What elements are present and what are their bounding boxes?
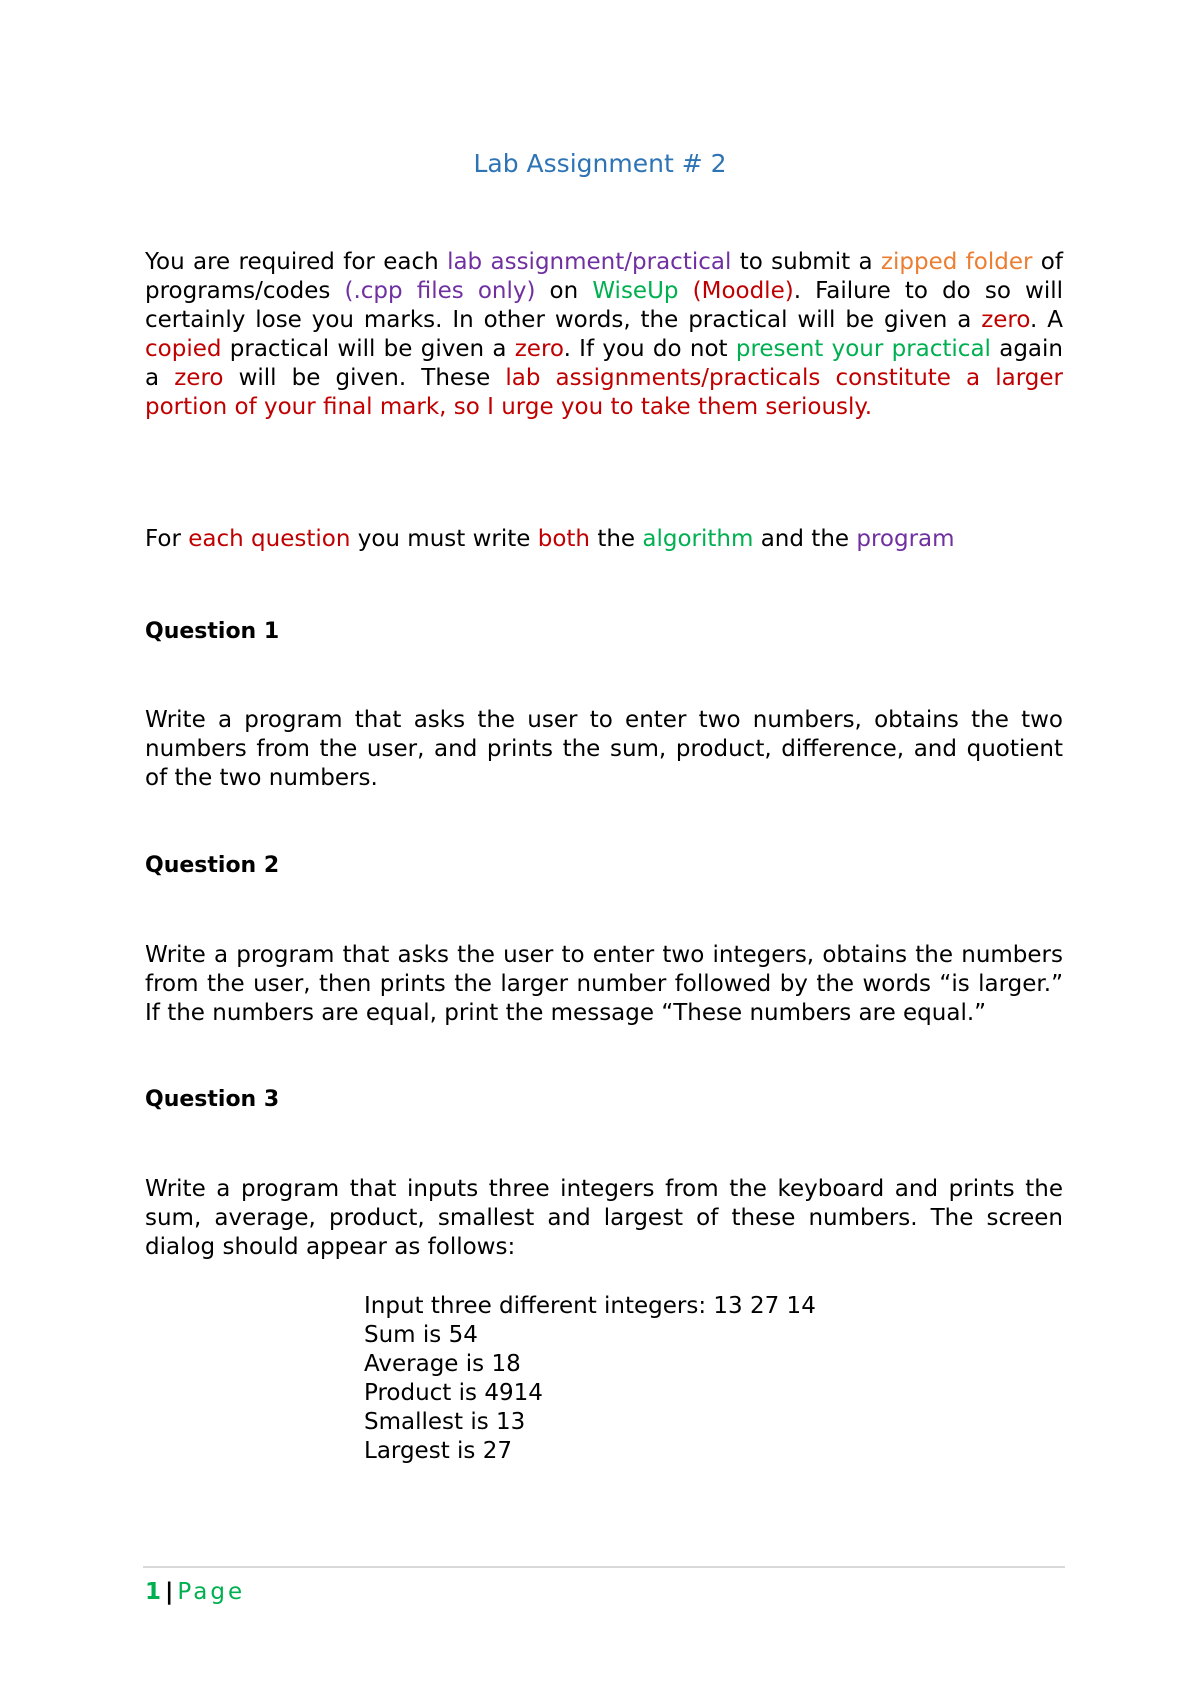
intro-text: . A: [1030, 307, 1063, 333]
screen-dialog: [364, 1292, 816, 1466]
question-3-text: Write a program that inputs three integers from the keyboard and prints the sum, average, product, smallest and largest of these numbers. The screen dialog should appear as follows:: [145, 1176, 1063, 1260]
dialog-line: Product is 4914: [364, 1380, 543, 1406]
instruction-each-question: each question: [188, 526, 351, 552]
intro-zero: zero: [514, 336, 564, 362]
instruction-program: program: [856, 526, 955, 552]
instruction-text: you must write: [350, 526, 538, 552]
instruction-text: and the: [753, 526, 857, 552]
intro-copied: copied: [145, 336, 222, 362]
intro-wiseup: WiseUp: [592, 278, 679, 304]
intro-text: on: [535, 278, 593, 304]
intro-zero: zero: [174, 365, 224, 391]
dialog-line: Input three different integers: 13 27 14: [364, 1293, 816, 1319]
question-3-heading: Question 3: [145, 1087, 280, 1112]
page-title: Lab Assignment # 2: [473, 149, 727, 178]
dialog-line: Largest is 27: [364, 1438, 512, 1464]
intro-zero: zero: [981, 307, 1031, 333]
page-label: Page: [177, 1579, 246, 1605]
intro-text: to submit a: [731, 249, 881, 275]
dialog-line: Sum is 54: [364, 1322, 478, 1348]
intro-text: of programs/codes: [145, 249, 1063, 304]
intro-text: again a: [145, 336, 1063, 391]
dialog-line: Smallest is 13: [364, 1409, 526, 1435]
intro-lab-assignment: lab assignment/practical: [447, 249, 732, 275]
intro-paragraph: [145, 248, 1063, 422]
page-number: 1: [145, 1579, 162, 1605]
dialog-line: Average is 18: [364, 1351, 521, 1377]
instruction-text: the: [590, 526, 643, 552]
page-footer: [145, 1577, 245, 1607]
intro-text: . If you do not: [563, 336, 736, 362]
question-2-text: Write a program that asks the user to enter two integers, obtains the numbers from the user, then prints the larger number followed by the words “is larger.” If the numbers are equal, print the message “These numbers are equal.”: [145, 942, 1063, 1026]
question-1-heading: Question 1: [145, 619, 280, 644]
intro-text: You are required for each: [145, 249, 448, 275]
intro-text: [679, 278, 693, 304]
intro-warning: lab assignments/practicals constitute a larger portion of your final mark, so I urge you to take them seriously.: [145, 365, 1064, 420]
instruction-both: both: [537, 526, 591, 552]
instruction-line: [145, 525, 1063, 554]
footer-divider: [143, 1566, 1065, 1568]
intro-cpp-files: (.cpp files only): [344, 278, 536, 304]
intro-present-practical: present your practical: [735, 336, 991, 362]
intro-zipped-folder: zipped folder: [880, 249, 1033, 275]
intro-moodle: (Moodle): [692, 278, 794, 304]
intro-text: will be given. These: [223, 365, 506, 391]
instruction-algorithm: algorithm: [642, 526, 754, 552]
footer-separator: |: [165, 1579, 174, 1605]
instruction-text: For: [145, 526, 189, 552]
question-2-heading: Question 2: [145, 853, 280, 878]
question-1-text: Write a program that asks the user to enter two numbers, obtains the two numbers from the user, and prints the sum, product, difference, and quotient of the two numbers.: [145, 707, 1063, 791]
intro-text: practical will be given a: [221, 336, 515, 362]
intro-text: . Failure to do so will certainly lose you marks. In other words, the practical will be given a: [145, 278, 1064, 333]
